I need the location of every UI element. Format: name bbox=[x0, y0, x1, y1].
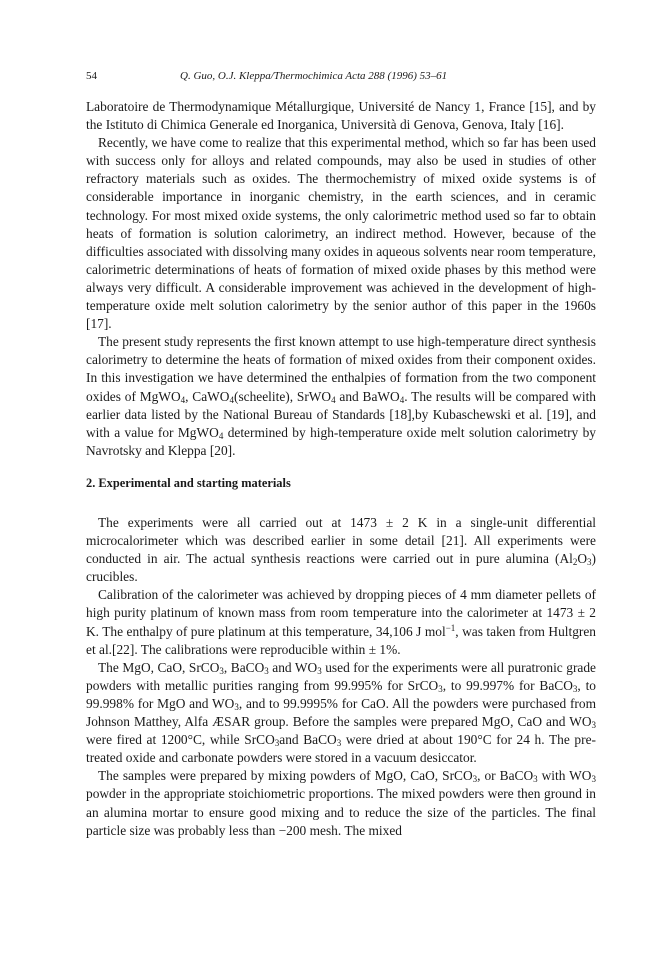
running-header bbox=[86, 70, 596, 86]
page-number: 54 bbox=[86, 70, 97, 82]
paragraph-method: Recently, we have come to realize that this experimental method, which so far has been used with success only for alloys and related compounds, may also be used in studies of other refractory materials such as oxides. The thermochemistry of mixed oxide systems is of considerable importance in inorganic chemistry, in the earth sciences, and in ceramic technology. For most mixed oxide systems, the only calorimetric method used so far to obtain heats of formation is solution calorimetry, an indirect method. However, because of the difficulties associated with dissolving many oxides in aqueous solvents near room temperature, calorimetric determinations of heats of formation of mixed oxide phases by this method were always very difficult. A considerable improvement was achieved in the development of high-temperature oxide melt solution calorimetry by the senior author of this paper in the 1960s [17]. bbox=[86, 135, 596, 332]
paragraph-samples: The samples were prepared by mixing powders of MgO, CaO, SrCO$_3$, or BaCO$_3$ with $WO_3$ powder in the appropriate stoichiometric proportions. The mixed powders were then ground in an alumina mortar to ensure good mixing and to reduce the size of the particles. The final particle size was probably less than −200 mesh. The mixed bbox=[86, 768, 596, 838]
body-text-section-2 bbox=[86, 514, 596, 840]
paragraph-present-study: The present study represents the first known attempt to use high-temperature direct synthesis calorimetry to determine the heats of formation of mixed oxides from their component oxides. In this investigation we have determined the enthalpies of formation from the two component oxides of MgWO$_4$, CaWO$_4$(scheelite), SrWO$_4$ and BaWO$_4$. The results will be compared with earlier data listed by the National Bureau of Standards [18],by Kubaschewski et al. [19], and with a value for MgWO$_4$ determined by high-temperature oxide melt solution calorimetry by Navrotsky and Kleppa [20]. bbox=[86, 334, 597, 458]
body-text-top bbox=[86, 98, 596, 460]
paragraph-materials: The MgO, CaO, SrCO$_3$, BaCO$_3$ and $WO_3$ used for the experiments were all puratronic grade powders with metallic purities ranging from 99.995% for SrCO$_3$, to 99.997% for BaCO$_3$, to 99.998% for MgO and $WO_3$, and to 99.9995% for CaO. All the powders were purchased from Johnson Matthey, Alfa ÆSAR group. Before the samples were prepared MgO, CaO and $WO_3$ were fired at 1200°C, while SrCO$_3$and BaCO$_3$ were dried at about 190°C for 24 h. The pre-treated oxide and carbonate powders were stored in a vacuum desiccator. bbox=[86, 659, 597, 766]
paragraph-experiments: The experiments were all carried out at 1473 ± 2 K in a single-unit differential microcalorimeter which was described earlier in some detail [21]. All experiments were conducted in air. The actual synthesis reactions were carried out in pure alumina $(Al_2O_3)$ crucibles. bbox=[86, 515, 596, 585]
paragraph-continuation: Laboratoire de Thermodynamique Métallurgique, Université de Nancy 1, France [15], and by the Istituto di Chimica Generale ed Inorganica, Università di Genova, Genova, Italy [16]. bbox=[86, 99, 596, 133]
section-heading: 2. Experimental and starting materials bbox=[86, 476, 291, 490]
running-head: Q. Guo, O.J. Kleppa/Thermochimica Acta 288 (1996) 53–61 bbox=[180, 70, 448, 82]
paragraph-calibration: Calibration of the calorimeter was achieved by dropping pieces of 4 mm diameter pellets of high purity platinum of known mass from room temperature into the calorimeter at 1473 ± 2 K. The enthalpy of pure platinum at this temperature, 34,106 J mol$^{-1}$, was taken from Hultgren et al.[22]. The calibrations were reproducible within ± 1%. bbox=[86, 587, 596, 657]
